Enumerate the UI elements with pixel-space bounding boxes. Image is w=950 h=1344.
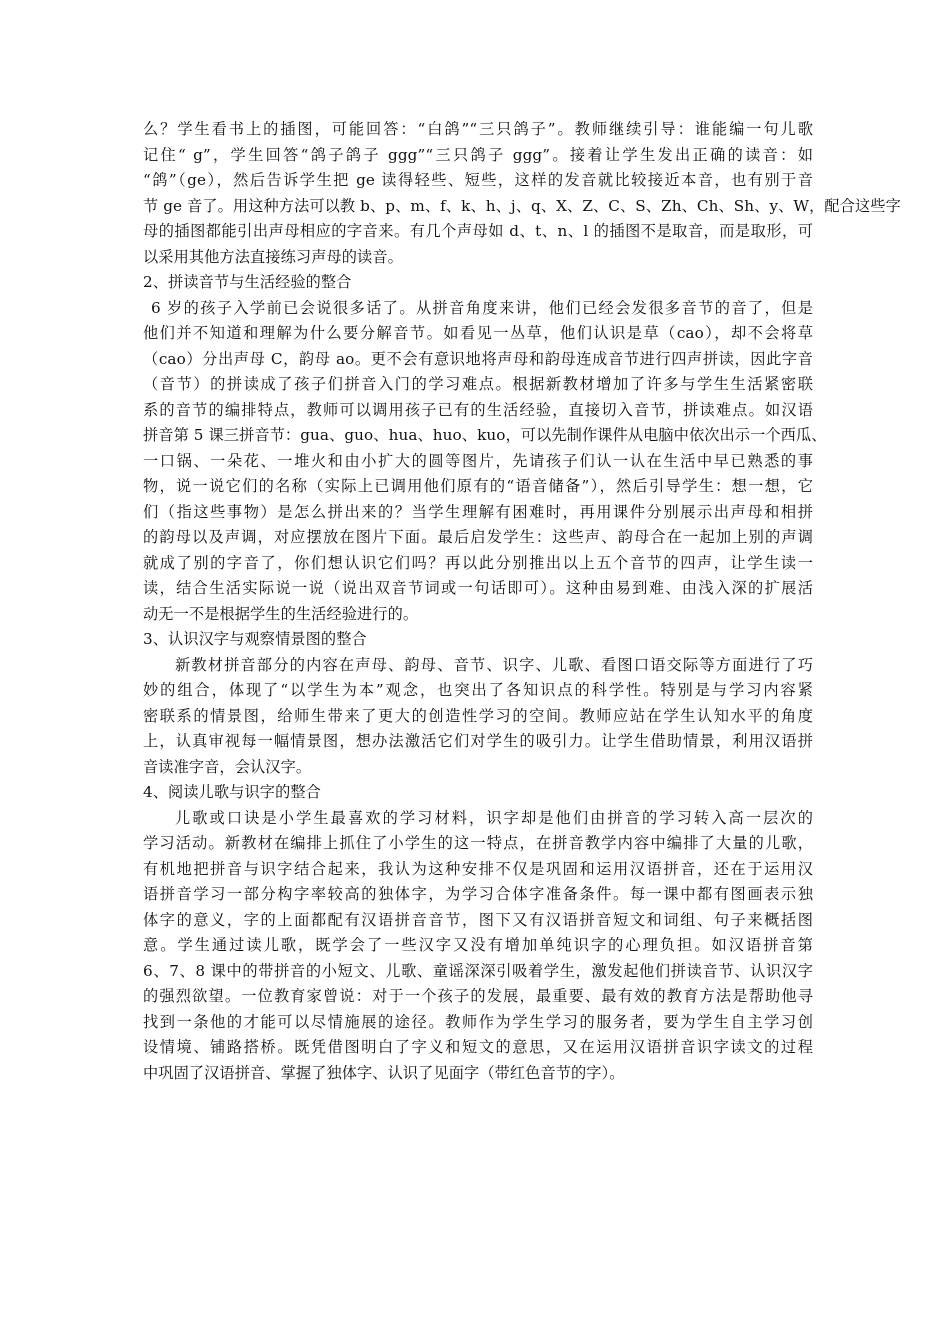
paragraph-line: 中巩固了汉语拼音、掌握了独体字、认识了见面字（带红色音节的字）。 [143,1063,625,1082]
paragraph-line: （音节）的拼读成了孩子们拼音入门的学习难点。根据新教材增加了许多与学生生活紧密联 [143,375,813,393]
paragraph-line: 以采用其他方法直接练习声母的读音。 [143,247,403,266]
paragraph-line: “鸽”（ge），然后告诉学生把 ge 读得轻些、短些，这样的发音就比较接近本音，也有别于音 [143,171,813,189]
paragraph-line: 的韵母以及声调，对应摆放在图片下面。最后启发学生：这些声、韵母合在一起加上别的声调 [143,528,813,546]
section-heading: 4、阅读儿歌与识字的整合 [143,783,321,801]
paragraph-line: 6、7、8 课中的带拼音的小短文、儿歌、童谣深深引吸着学生，激发起他们拼读音节、认识汉字 [143,961,813,980]
paragraph-line: 一口锅、一朵花、一堆火和由小扩大的圆等图片，先请孩子们认一认在生活中早已熟悉的事 [143,451,813,470]
paragraph-line: 他们并不知道和理解为什么要分解音节。如看见一丛草，他们认识是草（cao），却不会将草 [143,324,813,342]
paragraph-line: 学习活动。新教材在编排上抓住了小学生的这一特点，在拼音教学内容中编排了大量的儿歌， [143,834,813,852]
paragraph [143,653,813,781]
paragraph [143,296,827,628]
paragraph-line: 设情境、铺路搭桥。既凭借图明白了字义和短文的意思，又在运用汉语拼音识字读文的过程 [143,1038,813,1056]
section-heading: 3、认识汉字与观察情景图的整合 [143,630,367,648]
paragraph [143,806,813,1087]
paragraph-line: 6 岁的孩子入学前已会说很多话了。从拼音角度来讲，他们已经会发很多音节的音了，但是 [151,298,813,317]
paragraph-line: 密联系的情景图，给师生带来了更大的创造性学习的空间。教师应站在学生认知水平的角度 [143,706,813,725]
paragraph-line: 的强烈欲望。一位教育家曾说：对于一个孩子的发展，最重要、最有效的教育方法是帮助他寻 [143,987,813,1005]
paragraph-line: 体字的意义，字的上面都配有汉语拼音音节，图下又有汉语拼音短文和词组、句子来概括图 [143,910,813,929]
paragraph-line: 么？学生看书上的插图，可能回答：“白鸽”“三只鸽子”。教师继续引导：谁能编一句儿歌 [143,120,813,138]
paragraph-line: 系的音节的编排特点，教师可以调用孩子已有的生活经验，直接切入音节，拼读难点。如汉语 [143,400,813,419]
paragraph-line: 音读准字音，会认汉字。 [143,757,312,776]
paragraph-line: 语拼音学习一部分构字率较高的独体字，为学习合体字准备条件。每一课中都有图画表示独 [143,885,813,903]
paragraph-line: 读，结合生活实际说一说（说出双音节词或一句话即可）。这种由易到难、由浅入深的扩展活 [143,579,813,597]
paragraph-line: 意。学生通过读儿歌，既学会了一些汉字又没有增加单纯识字的心理负担。如汉语拼音第 [143,936,813,954]
paragraph-line: 有机地把拼音与识字结合起来，我认为这种安排不仅是巩固和运用汉语拼音，还在于运用汉 [143,859,813,878]
paragraph-line: 上，认真审视每一幅情景图，想办法激活它们对学生的吸引力。让学生借助情景，利用汉语拼 [143,732,813,750]
paragraph [143,117,901,270]
paragraph-line: 妙的组合，体现了“以学生为本”观念，也突出了各知识点的科学性。特别是与学习内容紧 [143,681,813,699]
paragraph-line: 新教材拼音部分的内容在声母、韵母、音节、识字、儿歌、看图口语交际等方面进行了巧 [175,655,813,674]
paragraph-line: 就成了别的字音了，你们想认识它们吗？再以此分别推出以上五个音节的四声，让学生读一 [143,553,813,572]
paragraph-line: 母的插图都能引出声母相应的字音来。有几个声母如 d、t、n、l 的插图不是取音，而是取形，可 [143,222,813,240]
paragraph-line: 拼音第 5 课三拼音节：gua、guo、hua、huo、kuo，可以先制作课件从电脑中依次出示一个西瓜、 [143,426,827,444]
document-page [143,117,901,1086]
paragraph-line: 儿歌或口诀是小学生最喜欢的学习材料，识字却是他们由拼音的学习转入高一层次的 [175,808,813,827]
paragraph-line: 找到一条他的才能可以尽情施展的途径。教师作为学生学习的服务者，要为学生自主学习创 [143,1012,813,1031]
paragraph-line: （cao）分出声母 C，韵母 ao。更不会有意识地将声母和韵母连成音节进行四声拼读，因此字音 [143,349,813,368]
paragraph-line: 动无一不是根据学生的生活经验进行的。 [143,604,419,623]
paragraph-line: 们（指这些事物）是怎么拼出来的？当学生理解有困难时，再用课件分别展示出声母和相拼 [143,502,813,521]
section-heading: 2、拼读音节与生活经验的整合 [143,273,352,291]
paragraph-line: 物，说一说它们的名称（实际上已调用他们原有的“语音储备”），然后引导学生：想一想，它 [143,477,813,495]
paragraph-line: 记住“ g”，学生回答“鸽子鸽子 ggg”“三只鸽子 ggg”。接着让学生发出正确的读音：如 [143,145,813,164]
paragraph-line: 节 ge 音了。用这种方法可以教 b、p、m、f、k、h、j、q、X、Z、C、S、Zh、Ch、Sh、y、W，配合这些字 [143,196,901,215]
